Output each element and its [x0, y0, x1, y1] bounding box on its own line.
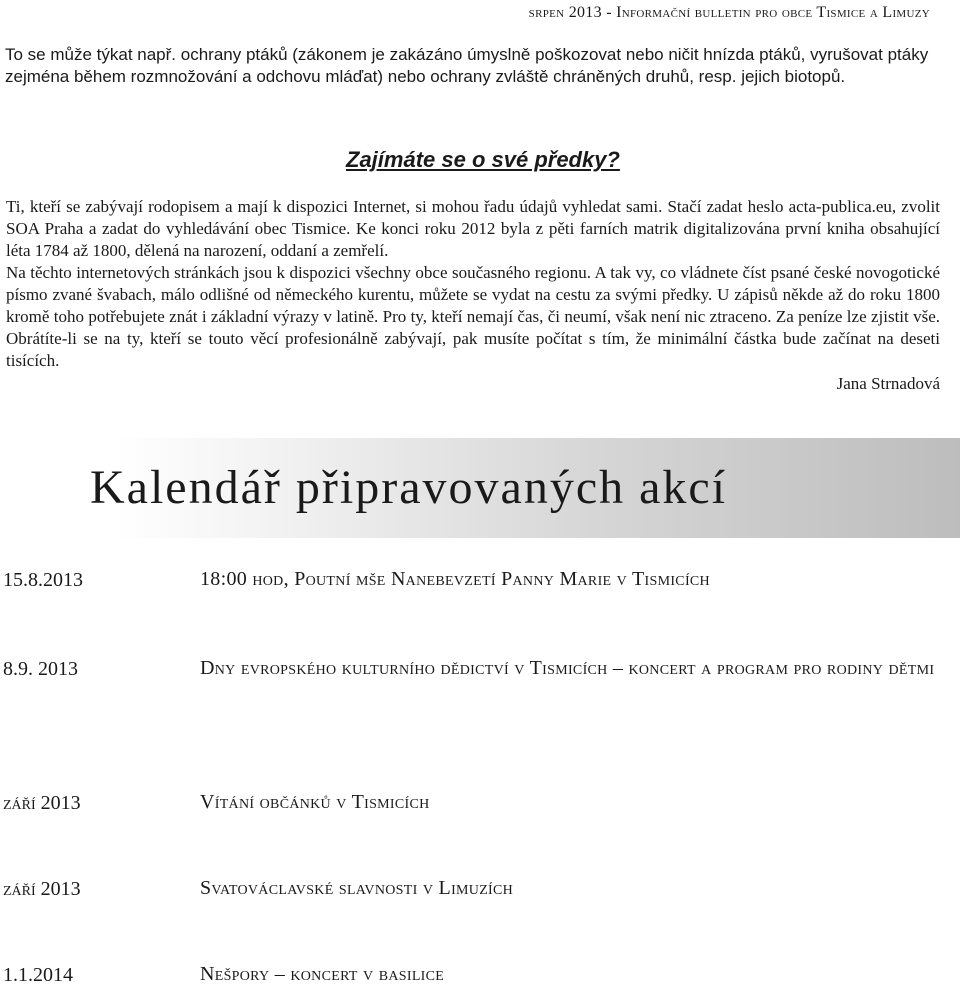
- event-date: 1.1.2014: [3, 964, 73, 986]
- event-description: Svatováclavské slavnosti v Limuzích: [200, 877, 514, 899]
- event-date: 8.9. 2013: [3, 658, 78, 680]
- article-paragraph: Na těchto internetových stránkách jsou k dispozici všechny obce současného regionu. A tak vy, co vládnete číst psané české novogotické písmo zvané švabach, málo odlišné od německého kurentu, můžete se vydat na cestu za svými předky. U zápisů někde až do roku 1800 kromě toho potřebujete znát i základní výrazy v latině. Pro ty, kteří nemají čas, či neumí, však není nic ztraceno. Za peníze lze zjistit vše. Obrátíte-li se na ty, kteří se touto věcí profesionálně zabývají, pak musíte počítat s tím, že minimální částka bude začínat na deseti tisících.: [6, 263, 940, 370]
- calendar-heading: Kalendář připravovaných akcí: [90, 461, 728, 514]
- event-date: září 2013: [3, 878, 81, 900]
- article-title: Zajímáte se o své předky?: [346, 147, 620, 172]
- article-author: Jana Strnadová: [836, 374, 940, 393]
- running-header: srpen 2013 - Informační bulletin pro obce Tismice a Limuzy: [528, 4, 930, 21]
- intro-paragraph: To se může týkat např. ochrany ptáků (zákonem je zakázáno úmyslně poškozovat nebo ničit hnízda ptáků, vyrušovat ptáky zejména během rozmnožování a odchovu mláďat) nebo ochrany zvláště chráněných druhů, resp. jejich biotopů.: [5, 45, 929, 86]
- calendar-banner: [0, 438, 960, 538]
- event-date: září 2013: [3, 792, 81, 814]
- event-description: Nešpory – koncert v basilice: [200, 963, 445, 985]
- event-date: 15.8.2013: [3, 569, 83, 591]
- event-description: Dny evropského kulturního dědictví v Tismicích – koncert a program pro rodiny dětmi: [200, 657, 935, 679]
- article-body: [6, 196, 940, 372]
- event-description: Vítání občánků v Tismicích: [200, 791, 430, 813]
- event-description: 18:00 hod, Poutní mše Nanebevzetí Panny Marie v Tismicích: [200, 568, 710, 590]
- article-paragraph: Ti, kteří se zabývají rodopisem a mají k dispozici Internet, si mohou řadu údajů vyhledat sami. Stačí zadat heslo acta-publica.eu, zvolit SOA Praha a zadat do vyhledávání obec Tismice. Ke konci roku 2012 byla z pěti farních matrik digitalizována první kniha obsahující léta 1784 až 1800, dělená na narození, oddaní a zemřelí.: [6, 197, 940, 260]
